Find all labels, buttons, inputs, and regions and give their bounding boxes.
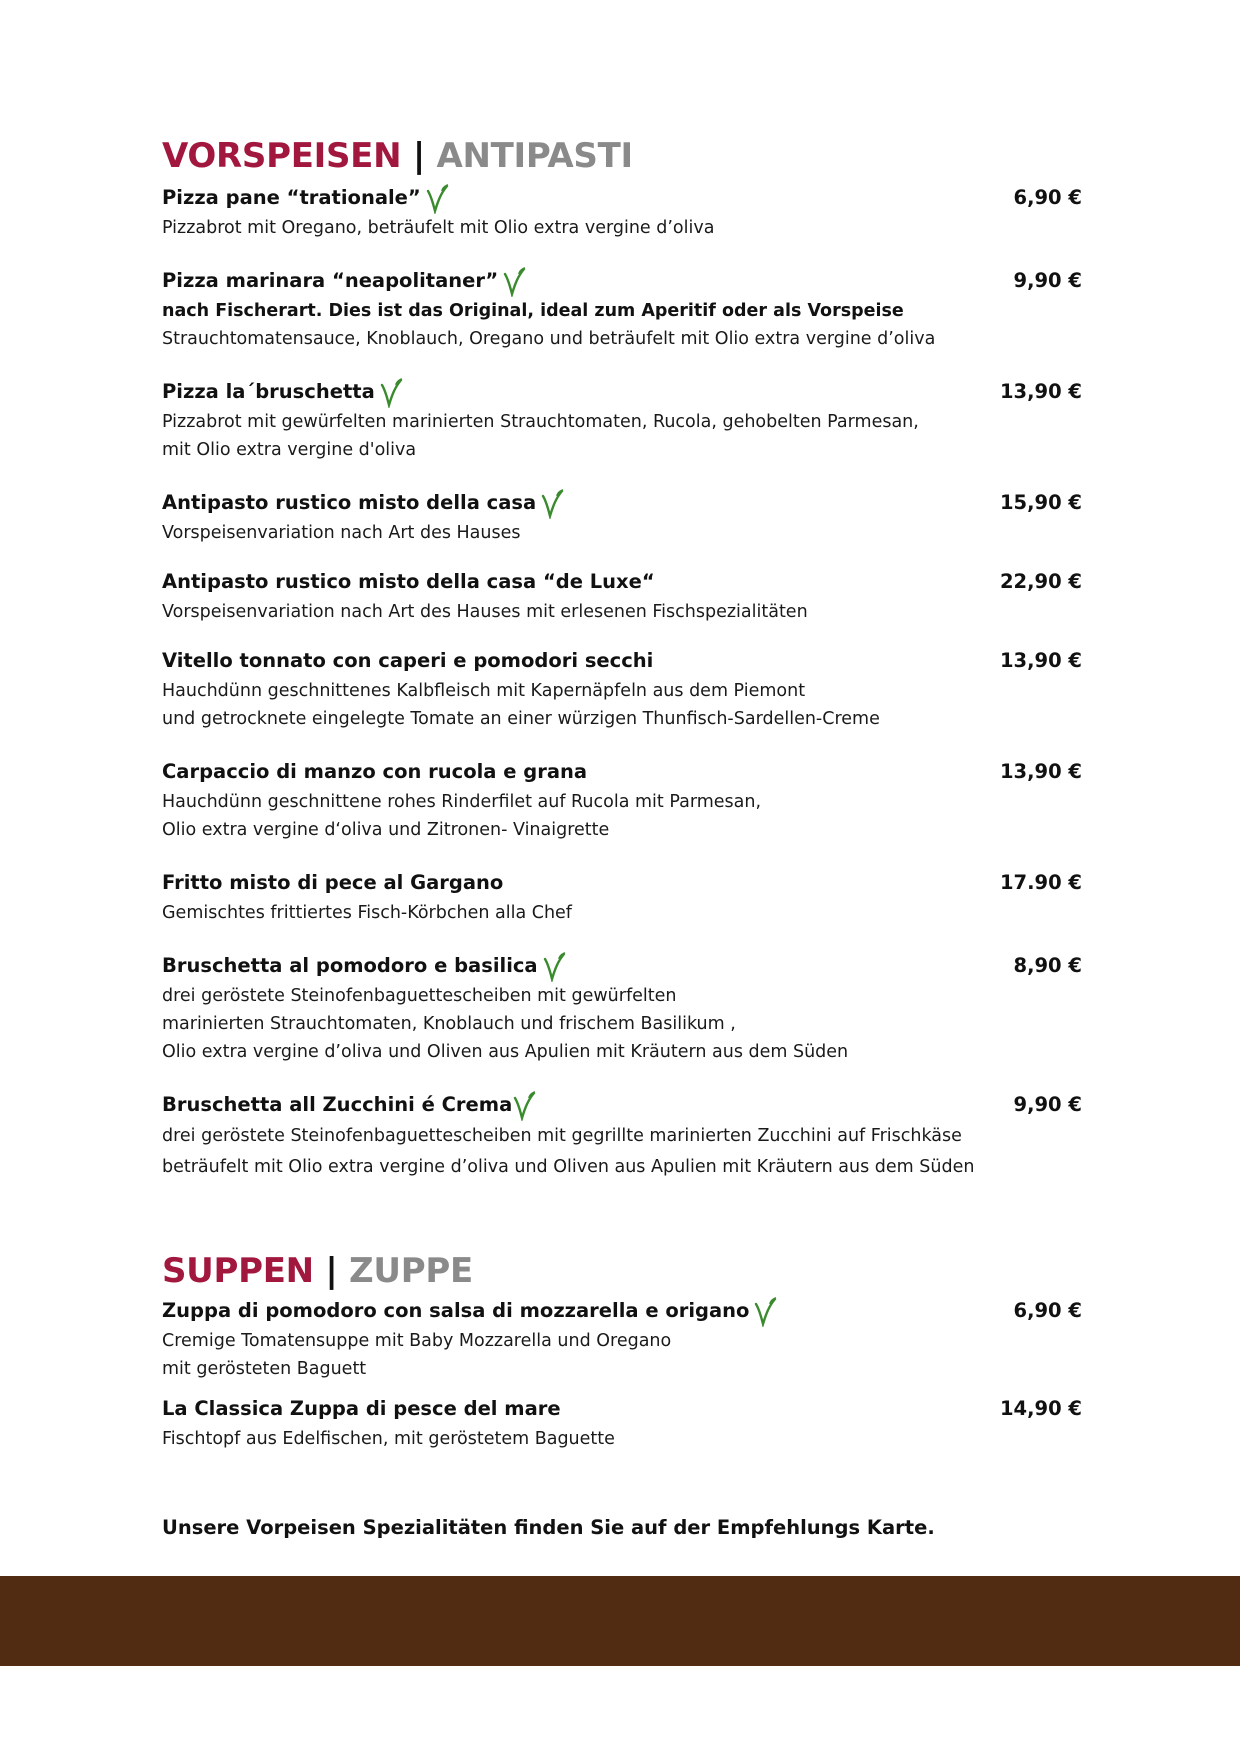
section-title-it: ZUPPE: [349, 1251, 473, 1291]
bottom-band: [0, 1576, 1240, 1666]
menu-item-price: 22,90 €: [999, 570, 1082, 593]
menu-item-price: 9,90 €: [1013, 269, 1082, 292]
menu-item-name: Antipasto rustico misto della casa: [162, 491, 537, 514]
menu-item: [162, 950, 1082, 1066]
menu-item-name: Vitello tonnato con caperi e pomodori secchi: [162, 649, 654, 672]
menu-item-header: [162, 756, 1082, 788]
menu-item-description: Gemischtes frittiertes Fisch-Körbchen alla Chef: [162, 903, 572, 923]
menu-item-price: 15,90 €: [999, 491, 1082, 514]
leaf-v-icon: [753, 1295, 777, 1327]
menu-item-price: 9,90 €: [1013, 1093, 1082, 1116]
menu-item: [162, 756, 1082, 844]
menu-item-name: Bruschetta all Zucchini é Crema: [162, 1093, 513, 1116]
menu-item-description: beträufelt mit Olio extra vergine d’oliva und Oliven aus Apulien mit Kräutern aus dem Süden: [162, 1157, 975, 1177]
menu-item-description: und getrocknete eingelegte Tomate an einer würzigen Thunfisch-Sardellen-Creme: [162, 709, 880, 729]
menu-item: [162, 645, 1082, 733]
leaf-v-icon: [540, 487, 564, 519]
menu-item-header: [162, 376, 1082, 408]
section-separator: |: [412, 136, 425, 176]
menu-item-name: Bruschetta al pomodoro e basilica: [162, 954, 538, 977]
menu-item: [162, 265, 1082, 353]
menu-item: [162, 1393, 1082, 1453]
menu-item-name: Zuppa di pomodoro con salsa di mozzarella e origano: [162, 1299, 750, 1322]
menu-item-header: [162, 950, 1082, 982]
menu-item-description: mit Olio extra vergine d'oliva: [162, 440, 417, 460]
menu-item-description: drei geröstete Steinofenbaguettescheiben mit gewürfelten: [162, 986, 677, 1006]
menu-item-header: [162, 1295, 1082, 1327]
menu-item: [162, 867, 1082, 927]
menu-item-price: 6,90 €: [1013, 186, 1082, 209]
leaf-v-icon: [542, 950, 566, 982]
menu-item-description: marinierten Strauchtomaten, Knoblauch und frischem Basilikum ,: [162, 1014, 736, 1034]
menu-item-name: Pizza marinara “neapolitaner”: [162, 269, 499, 292]
section-title-de: VORSPEISEN: [162, 136, 402, 176]
menu-item-name: Pizza la´bruschetta: [162, 380, 375, 403]
menu-item-description: Pizzabrot mit Oregano, beträufelt mit Olio extra vergine d’oliva: [162, 218, 715, 238]
menu-item-description: Hauchdünn geschnittene rohes Rinderfilet auf Rucola mit Parmesan,: [162, 792, 762, 812]
leaf-v-icon: [512, 1089, 536, 1121]
menu-item-price: 8,90 €: [1013, 954, 1082, 977]
menu-item-description: Cremige Tomatensuppe mit Baby Mozzarella und Oregano: [162, 1331, 672, 1351]
menu-item-name: La Classica Zuppa di pesce del mare: [162, 1397, 561, 1420]
menu-item-price: 14,90 €: [999, 1397, 1082, 1420]
menu-item-description: mit gerösteten Baguett: [162, 1359, 367, 1379]
leaf-v-icon: [425, 182, 449, 214]
menu-item-price: 13,90 €: [999, 380, 1082, 403]
menu-item-price: 17.90 €: [999, 871, 1082, 894]
menu-item: [162, 376, 1082, 464]
menu-item-description: Hauchdünn geschnittenes Kalbfleisch mit Kapernäpfeln aus dem Piemont: [162, 681, 806, 701]
menu-item-description: Pizzabrot mit gewürfelten marinierten Strauchtomaten, Rucola, gehobelten Parmesan,: [162, 412, 919, 432]
menu-item-header: [162, 265, 1082, 297]
menu-item-name: Pizza pane “trationale”: [162, 186, 421, 209]
menu-item-header: [162, 566, 1082, 598]
leaf-v-icon: [502, 265, 526, 297]
menu-item-header: [162, 867, 1082, 899]
menu-item-header: [162, 1393, 1082, 1425]
menu-item-description: Fischtopf aus Edelfischen, mit geröstetem Baguette: [162, 1429, 615, 1449]
menu-item-name: Antipasto rustico misto della casa “de Luxe“: [162, 570, 655, 593]
menu-item-price: 13,90 €: [999, 760, 1082, 783]
section-title-vorspeisen: [162, 134, 1082, 178]
footer-note: Unsere Vorpeisen Spezialitäten finden Sie auf der Empfehlungs Karte.: [162, 1516, 935, 1539]
menu-item-header: [162, 645, 1082, 677]
leaf-v-icon: [379, 376, 403, 408]
menu-item-header: [162, 182, 1082, 214]
section-title-suppen: [162, 1249, 1082, 1293]
menu-item-price: 13,90 €: [999, 649, 1082, 672]
menu-item-description: Vorspeisenvariation nach Art des Hauses: [162, 523, 521, 543]
menu-item: [162, 1295, 1082, 1383]
menu-item: [162, 487, 1082, 547]
section-title-de: SUPPEN: [162, 1251, 314, 1291]
section-separator: |: [325, 1251, 338, 1291]
menu-item-name: Carpaccio di manzo con rucola e grana: [162, 760, 588, 783]
menu-page: [162, 134, 1082, 1543]
menu-item-price: 6,90 €: [1013, 1299, 1082, 1322]
menu-item-header: [162, 1089, 1082, 1121]
menu-item: [162, 182, 1082, 242]
menu-item: [162, 566, 1082, 626]
menu-item-description: Olio extra vergine d‘oliva und Zitronen- Vinaigrette: [162, 820, 610, 840]
menu-item-header: [162, 487, 1082, 519]
section-title-it: ANTIPASTI: [436, 136, 633, 176]
menu-item-description: Strauchtomatensauce, Knoblauch, Oregano und beträufelt mit Olio extra vergine d’oliva: [162, 329, 936, 349]
menu-item: [162, 1089, 1082, 1183]
menu-item-description: drei geröstete Steinofenbaguettescheiben mit gegrillte marinierten Zucchini auf Frischkäse: [162, 1126, 962, 1146]
menu-item-name: Fritto misto di pece al Gargano: [162, 871, 504, 894]
menu-item-note: nach Fischerart. Dies ist das Original, ideal zum Aperitif oder als Vorspeise: [162, 301, 904, 321]
menu-item-description: Olio extra vergine d’oliva und Oliven aus Apulien mit Kräutern aus dem Süden: [162, 1042, 849, 1062]
menu-item-description: Vorspeisenvariation nach Art des Hauses mit erlesenen Fischspezialitäten: [162, 602, 808, 622]
